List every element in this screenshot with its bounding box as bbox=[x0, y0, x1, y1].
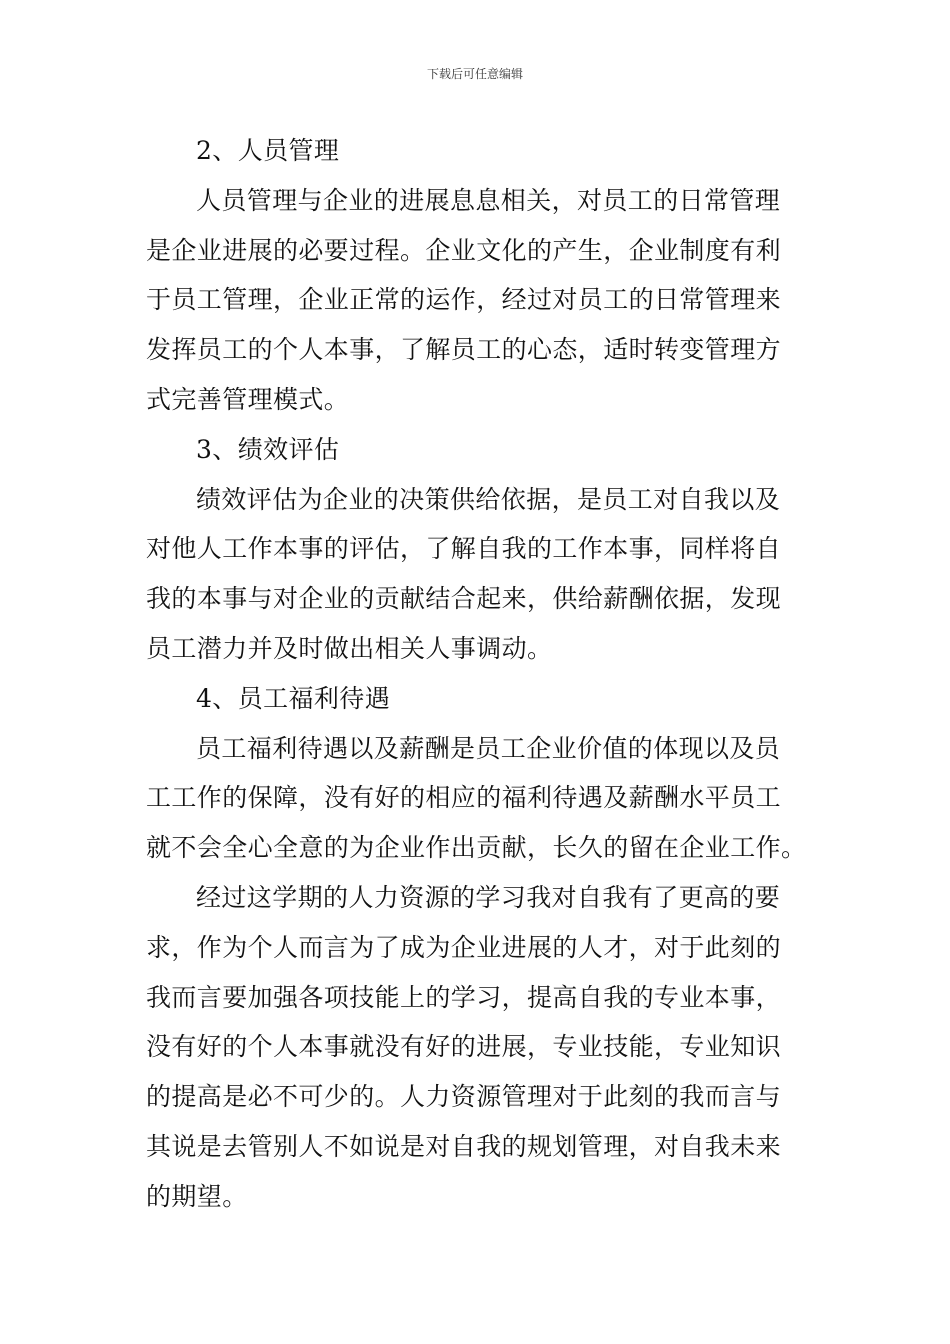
text-line: 的提高是必不可少的。人力资源管理对于此刻的我而言与 bbox=[146, 1082, 782, 1112]
text-line: 员工福利待遇以及薪酬是员工企业价值的体现以及员 bbox=[196, 733, 781, 763]
text-line: 发挥员工的个人本事，了解员工的心态，适时转变管理方 bbox=[146, 335, 782, 365]
page-header: 下载后可任意编辑 bbox=[426, 67, 523, 81]
text-line: 我的本事与对企业的贡献结合起来，供给薪酬依据，发现 bbox=[146, 584, 782, 614]
text-line: 工工作的保障，没有好的相应的福利待遇及薪酬水平员工 bbox=[146, 783, 782, 813]
text-line: 3、绩效评估 bbox=[196, 434, 340, 464]
text-line: 就不会全心全意的为企业作出贡献，长久的留在企业工作。 bbox=[146, 833, 807, 863]
text-line: 其说是去管别人不如说是对自我的规划管理，对自我未来 bbox=[146, 1131, 782, 1161]
text-line: 对他人工作本事的评估，了解自我的工作本事，同样将自 bbox=[146, 534, 782, 564]
text-line: 是企业进展的必要过程。企业文化的产生，企业制度有利 bbox=[146, 235, 782, 265]
text-line: 没有好的个人本事就没有好的进展，专业技能，专业知识 bbox=[146, 1032, 782, 1062]
text-line: 经过这学期的人力资源的学习我对自我有了更高的要 bbox=[196, 882, 781, 912]
document-body bbox=[146, 126, 806, 1222]
text-line: 我而言要加强各项技能上的学习，提高自我的专业本事， bbox=[146, 982, 782, 1012]
text-line: 求，作为个人而言为了成为企业进展的人才，对于此刻的 bbox=[146, 932, 782, 962]
text-line: 4、员工福利待遇 bbox=[196, 683, 391, 713]
text-line: 绩效评估为企业的决策供给依据，是员工对自我以及 bbox=[196, 484, 781, 514]
text-line: 员工潜力并及时做出相关人事调动。 bbox=[146, 633, 553, 663]
text-line: 于员工管理，企业正常的运作，经过对员工的日常管理来 bbox=[146, 285, 782, 315]
text-line: 人员管理与企业的进展息息相关，对员工的日常管理 bbox=[196, 185, 781, 215]
text-line: 2、人员管理 bbox=[196, 136, 340, 165]
text-line: 式完善管理模式。 bbox=[146, 384, 350, 414]
text-line: 的期望。 bbox=[146, 1181, 248, 1211]
